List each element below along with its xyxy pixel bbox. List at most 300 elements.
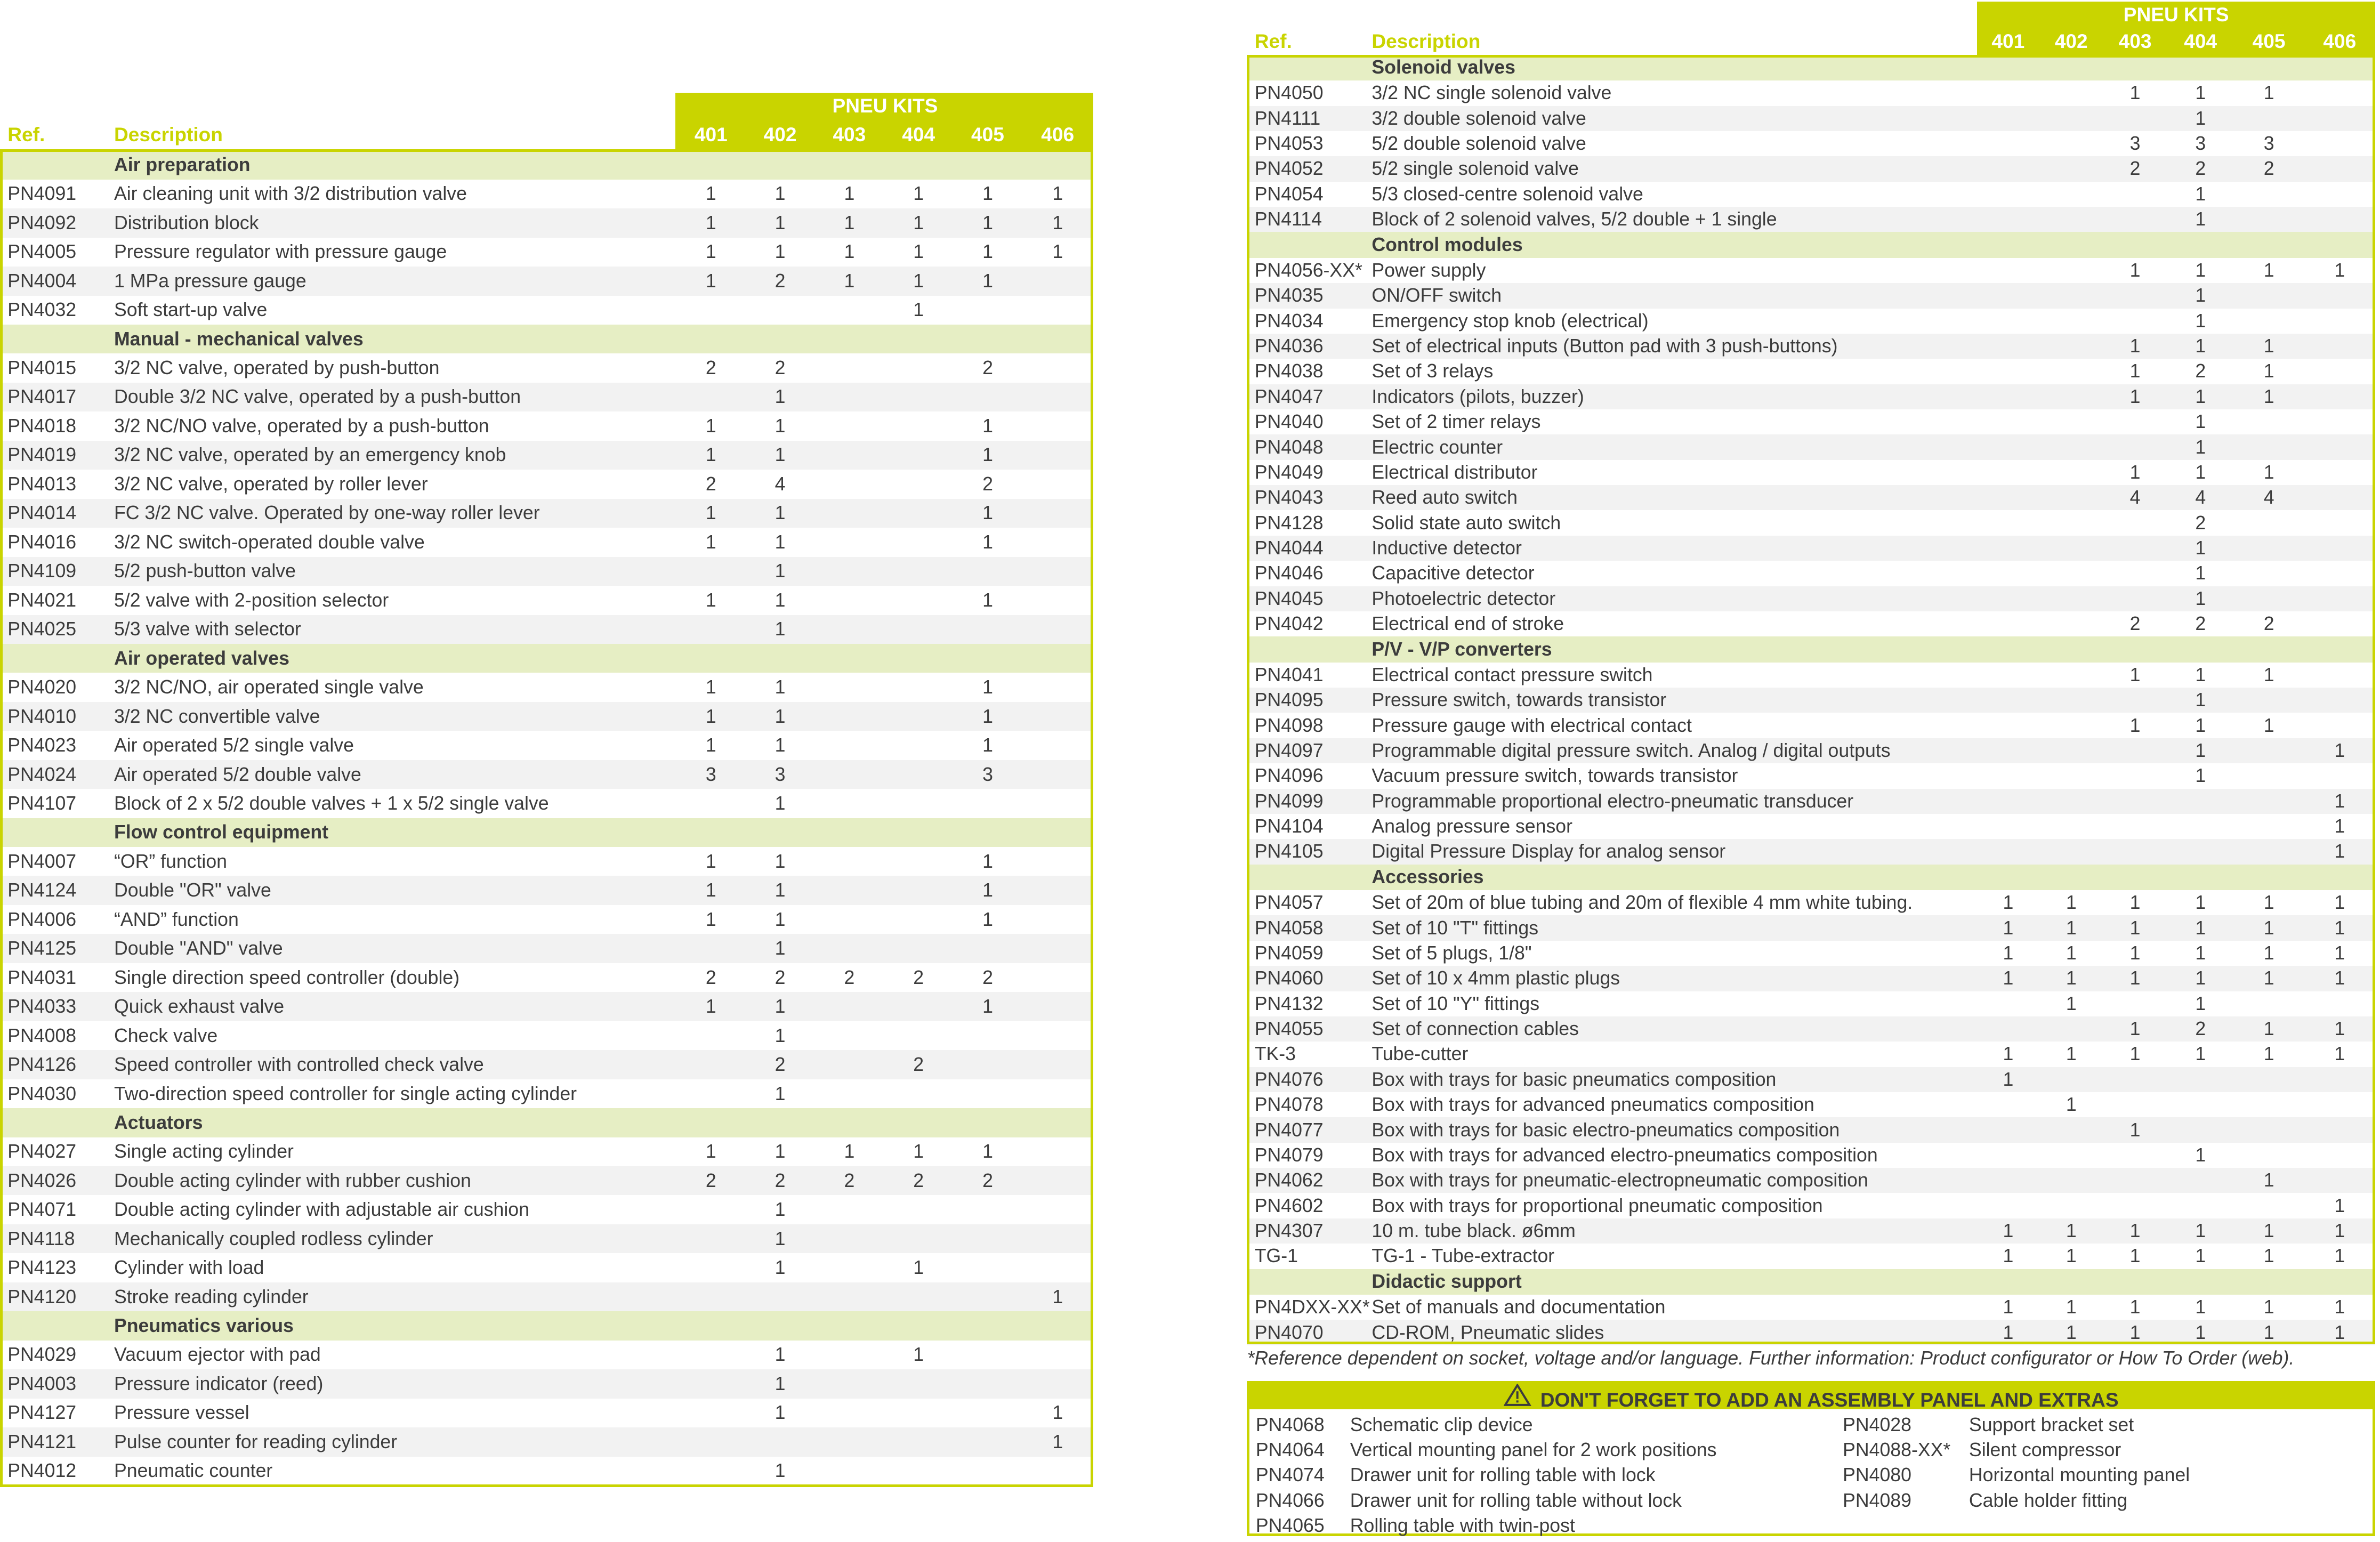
qty-cell: 1 <box>982 1141 993 1162</box>
qty-cell: 1 <box>2195 310 2206 332</box>
qty-cell <box>677 1457 745 1486</box>
qty-cell <box>677 383 745 411</box>
description-cell: CD-ROM, Pneumatic slides <box>1371 1320 1976 1345</box>
qty-cell <box>2103 106 2167 131</box>
ref-cell: PN4114 <box>1247 207 1371 232</box>
ref-cell: PN4019 <box>0 441 114 470</box>
description-cell: Box with trays for advanced electro-pneumatics composition <box>1371 1144 1878 1166</box>
ref-cell: PN4045 <box>1247 586 1371 611</box>
table-row <box>1247 182 2375 207</box>
qty-cell <box>1977 434 2039 459</box>
qty-cell: 1 <box>2234 915 2304 940</box>
qty-cell <box>1022 296 1093 325</box>
qty-cell <box>1022 441 1093 470</box>
description-cell: Set of 3 relays <box>1371 360 1494 382</box>
qty-cell <box>1022 992 1093 1021</box>
description-cell: Electrical distributor <box>1371 461 1538 483</box>
description-cell: “OR” function <box>114 850 227 872</box>
table-row <box>1247 156 2375 181</box>
qty-cell <box>1977 586 2039 611</box>
qty-cell: 1 <box>705 531 716 553</box>
qty-cell: 1 <box>954 267 1022 295</box>
qty-cell: 1 <box>745 992 815 1021</box>
description-cell: 5/2 double solenoid valve <box>1371 133 1586 155</box>
qty-cell <box>2039 207 2103 232</box>
kit-column-header: 402 <box>745 119 815 151</box>
qty-cell: 1 <box>2195 892 2206 914</box>
qty-cell: 2 <box>2129 613 2141 635</box>
description-cell: Air operated 5/2 double valve <box>114 760 677 789</box>
qty-cell: 1 <box>2195 82 2206 104</box>
table-row <box>1247 131 2375 156</box>
extras-description: Drawer unit for rolling table without lock <box>1350 1489 1682 1511</box>
description-cell: Box with trays for advanced pneumatics composition <box>1371 1094 1814 1116</box>
kit-column-header: 405 <box>2234 27 2304 54</box>
qty-cell: 1 <box>2167 688 2234 713</box>
qty-cell: 1 <box>774 1460 786 1482</box>
ref-cell: PN4043 <box>1247 485 1371 510</box>
qty-cell <box>677 1253 745 1282</box>
qty-cell <box>2039 561 2103 586</box>
table-row <box>0 992 1093 1021</box>
qty-cell: 1 <box>2003 892 2014 914</box>
qty-cell <box>1022 963 1093 992</box>
section-title: Manual - mechanical valves <box>114 325 1093 353</box>
ref-cell: PN4105 <box>1247 839 1371 864</box>
qty-cell <box>2103 283 2167 308</box>
qty-cell <box>2234 283 2304 308</box>
ref-cell: PN4046 <box>1254 562 1324 584</box>
qty-cell: 3 <box>2263 133 2274 155</box>
qty-cell <box>1022 789 1093 818</box>
qty-cell: 1 <box>774 1402 786 1424</box>
description-cell: Pressure regulator with pressure gauge <box>114 241 447 263</box>
qty-cell: 1 <box>2304 738 2375 763</box>
qty-cell: 1 <box>2195 1245 2206 1267</box>
qty-cell: 1 <box>2129 892 2141 914</box>
table-row <box>0 180 1093 208</box>
description-cell: Single acting cylinder <box>114 1141 294 1162</box>
kit-column-header: 401 <box>677 119 745 151</box>
qty-cell: 1 <box>2167 106 2234 131</box>
description-cell: Electric counter <box>1371 434 1976 459</box>
qty-cell: 1 <box>982 531 993 553</box>
qty-cell <box>1977 460 2039 485</box>
qty-cell: 2 <box>745 267 815 295</box>
qty-cell <box>884 1021 954 1050</box>
description-cell: 5/3 closed-centre solenoid valve <box>1371 183 1643 205</box>
qty-cell: 1 <box>982 589 993 611</box>
description-cell: Set of 20m of blue tubing and 20m of flexible 4 mm white tubing. <box>1371 892 1913 914</box>
table-row <box>0 1253 1093 1282</box>
qty-cell: 1 <box>913 1141 924 1162</box>
description-cell: Set of electrical inputs (Button pad with 3 push-buttons) <box>1371 334 1976 359</box>
qty-cell <box>2234 789 2304 814</box>
qty-cell: 1 <box>2263 82 2274 104</box>
qty-cell <box>1977 1016 2039 1042</box>
qty-cell <box>745 1427 815 1456</box>
qty-cell <box>1022 267 1093 295</box>
description-cell: Box with trays for pneumatic-electropneumatic composition <box>1371 1168 1976 1193</box>
qty-cell <box>954 1282 1022 1311</box>
qty-cell <box>884 673 954 701</box>
table-row <box>0 934 1093 963</box>
qty-cell <box>884 1079 954 1108</box>
qty-cell <box>2234 586 2304 611</box>
qty-cell: 1 <box>2129 942 2141 964</box>
description-cell: Two-direction speed controller for single acting cylinder <box>114 1083 577 1104</box>
qty-cell <box>884 1399 954 1427</box>
qty-cell <box>815 847 883 876</box>
qty-cell <box>1977 156 2039 181</box>
qty-cell <box>2304 1168 2375 1193</box>
qty-cell: 1 <box>1977 1218 2039 1244</box>
description-cell: Block of 2 x 5/2 double valves + 1 x 5/2 single valve <box>114 792 549 814</box>
qty-cell <box>884 586 954 615</box>
qty-cell <box>1977 80 2039 106</box>
qty-cell: 1 <box>2103 384 2167 409</box>
qty-cell: 1 <box>2167 1320 2234 1345</box>
extras-item <box>1843 1412 2190 1438</box>
qty-cell <box>815 1253 883 1282</box>
description-cell: Solid state auto switch <box>1371 512 1561 534</box>
ref-cell: PN4021 <box>7 589 77 611</box>
qty-cell <box>954 934 1022 963</box>
kits-label: PNEU KITS <box>677 93 1094 119</box>
qty-cell <box>815 876 883 905</box>
qty-cell <box>2304 80 2375 106</box>
extras-ref: PN4089 <box>1843 1489 1911 1511</box>
qty-cell: 1 <box>774 734 786 756</box>
qty-cell <box>2039 663 2103 688</box>
qty-cell <box>884 760 954 789</box>
description-cell: Programmable digital pressure switch. Analog / digital outputs <box>1371 738 1976 763</box>
qty-cell: 1 <box>2195 942 2206 964</box>
qty-cell: 1 <box>2129 82 2141 104</box>
qty-cell <box>2234 1193 2304 1218</box>
qty-cell: 1 <box>2039 1320 2103 1345</box>
extras-ref: PN4064 <box>1255 1439 1325 1461</box>
qty-cell: 1 <box>774 908 786 930</box>
qty-cell: 2 <box>705 357 716 378</box>
left-kit-table <box>0 93 1093 1486</box>
qty-cell: 1 <box>2304 1320 2375 1345</box>
section-spacer <box>1247 55 1371 81</box>
table-row <box>0 963 1093 992</box>
section-title: P/V - V/P converters <box>1371 636 2375 663</box>
qty-cell <box>954 1253 1022 1282</box>
table-row <box>0 499 1093 528</box>
qty-cell: 2 <box>982 966 993 988</box>
qty-cell <box>884 847 954 876</box>
qty-cell: 1 <box>745 1224 815 1253</box>
qty-cell <box>815 934 883 963</box>
extras-description: Support bracket set <box>1968 1414 2134 1435</box>
qty-cell <box>2039 510 2103 535</box>
qty-cell <box>2039 763 2103 788</box>
ref-cell: PN4034 <box>1254 310 1324 332</box>
description-header: Description <box>1371 29 1481 52</box>
qty-cell: 2 <box>884 1166 954 1195</box>
qty-cell: 1 <box>2234 966 2304 991</box>
qty-cell: 1 <box>815 208 883 237</box>
qty-cell: 1 <box>1977 915 2039 940</box>
description-cell: Cylinder with load <box>114 1257 264 1279</box>
section-title: Actuators <box>114 1108 1093 1137</box>
table-row <box>1247 384 2375 409</box>
extras-item <box>1843 1463 2190 1488</box>
qty-cell: 1 <box>2263 892 2274 914</box>
qty-cell: 4 <box>2103 485 2167 510</box>
qty-cell <box>1022 731 1093 760</box>
qty-cell: 1 <box>774 676 786 698</box>
description-cell: 3/2 NC valve, operated by push-button <box>114 357 440 378</box>
qty-cell: 1 <box>2263 664 2274 685</box>
qty-cell <box>677 1427 745 1456</box>
qty-cell <box>2039 789 2103 814</box>
qty-cell <box>2167 789 2234 814</box>
extras-description: Horizontal mounting panel <box>1968 1464 2190 1486</box>
table-row <box>1247 991 2375 1016</box>
qty-cell: 1 <box>2103 915 2167 940</box>
table-row <box>1247 941 2375 966</box>
qty-cell <box>815 905 883 934</box>
qty-cell: 1 <box>2234 1016 2304 1042</box>
table-row <box>1247 839 2375 864</box>
qty-cell <box>1977 763 2039 788</box>
table-row <box>1247 434 2375 459</box>
qty-cell <box>2103 688 2167 713</box>
qty-cell <box>2039 131 2103 156</box>
ref-cell: PN4057 <box>1254 892 1324 914</box>
qty-cell <box>2304 283 2375 308</box>
kit-column-header: 406 <box>2304 27 2375 54</box>
ref-cell: PN4030 <box>7 1083 77 1104</box>
extras-left-column <box>1256 1412 1717 1539</box>
table-row <box>0 847 1093 876</box>
qty-cell: 1 <box>844 241 855 263</box>
table-row <box>1247 1016 2375 1042</box>
ref-cell: PN4098 <box>1254 714 1324 736</box>
qty-cell <box>2304 1117 2375 1142</box>
qty-cell: 1 <box>844 183 855 205</box>
qty-cell <box>2103 839 2167 864</box>
ref-cell: PN4099 <box>1247 789 1371 814</box>
extras-ref: PN4068 <box>1255 1414 1325 1435</box>
table-row <box>0 208 1093 237</box>
qty-cell <box>2167 1117 2234 1142</box>
ref-cell: PN4070 <box>1247 1320 1371 1345</box>
ref-cell: PN4012 <box>7 1460 77 1482</box>
qty-cell <box>2103 1067 2167 1092</box>
qty-cell: 2 <box>954 1166 1022 1195</box>
qty-cell <box>1022 1457 1093 1486</box>
qty-cell <box>677 1224 745 1253</box>
description-cell: Double acting cylinder with adjustable air cushion <box>114 1199 529 1221</box>
qty-cell: 1 <box>2167 915 2234 940</box>
ref-cell: PN4025 <box>0 615 114 644</box>
blank <box>0 93 677 119</box>
qty-cell <box>2304 156 2375 181</box>
table-row <box>1247 359 2375 384</box>
qty-cell <box>2304 384 2375 409</box>
kit-column-header: 406 <box>1022 119 1093 151</box>
qty-cell: 2 <box>844 966 855 988</box>
ref-cell: PN4128 <box>1254 512 1324 534</box>
qty-cell <box>745 296 815 325</box>
table-row <box>1247 611 2375 636</box>
qty-cell <box>2039 1168 2103 1193</box>
qty-cell <box>954 1399 1022 1427</box>
qty-cell <box>677 1021 745 1050</box>
qty-cell <box>1977 1193 2039 1218</box>
qty-cell <box>884 876 954 905</box>
qty-cell: 1 <box>677 702 745 731</box>
qty-cell: 1 <box>844 1141 855 1162</box>
qty-cell <box>954 789 1022 818</box>
qty-cell <box>954 296 1022 325</box>
qty-cell <box>2304 510 2375 535</box>
extras-ref: PN4088-XX* <box>1843 1439 1951 1461</box>
table-row <box>0 760 1093 789</box>
ref-cell: PN4016 <box>7 531 77 553</box>
table-row <box>0 1341 1093 1369</box>
qty-cell <box>2234 106 2304 131</box>
qty-cell: 1 <box>2167 536 2234 561</box>
table-row <box>1247 1143 2375 1168</box>
kit-column-header: 401 <box>1977 27 2039 54</box>
qty-cell <box>1022 1166 1093 1195</box>
qty-cell <box>2167 839 2234 864</box>
qty-cell <box>1977 409 2039 434</box>
description-cell: 3/2 NC switch-operated double valve <box>114 531 425 553</box>
table-row <box>0 1021 1093 1050</box>
qty-cell: 1 <box>2334 1296 2345 1318</box>
description-cell: “AND” function <box>114 908 239 930</box>
extras-description: Rolling table with twin-post <box>1350 1515 1575 1537</box>
table-row <box>1247 966 2375 991</box>
ref-cell: PN4307 <box>1247 1218 1371 1244</box>
section-spacer <box>0 644 114 673</box>
qty-cell <box>884 470 954 498</box>
qty-cell: 1 <box>705 908 716 930</box>
warning-icon <box>1504 1384 1531 1414</box>
ref-cell: PN4077 <box>1247 1117 1371 1142</box>
extras-item <box>1256 1412 1717 1438</box>
qty-cell <box>1977 688 2039 713</box>
qty-cell <box>815 441 883 470</box>
ref-cell: PN4044 <box>1247 536 1371 561</box>
qty-cell <box>815 992 883 1021</box>
qty-cell <box>815 1427 883 1456</box>
qty-cell: 1 <box>2304 966 2375 991</box>
qty-cell: 1 <box>2304 789 2375 814</box>
table-row <box>0 1079 1093 1108</box>
ref-cell: PN4059 <box>1254 942 1324 964</box>
table-row <box>1247 207 2375 232</box>
qty-cell <box>2304 309 2375 334</box>
qty-cell: 1 <box>2334 1245 2345 1267</box>
description-cell: Programmable proportional electro-pneumatic transducer <box>1371 789 1976 814</box>
qty-cell <box>2039 334 2103 359</box>
qty-cell: 1 <box>2103 966 2167 991</box>
qty-cell: 1 <box>2263 1245 2274 1267</box>
qty-cell <box>1977 334 2039 359</box>
qty-cell: 2 <box>774 966 786 988</box>
qty-cell <box>2039 1117 2103 1142</box>
qty-cell <box>1022 673 1093 701</box>
qty-cell <box>2103 738 2167 763</box>
qty-cell <box>815 470 883 498</box>
description-cell: 5/2 push-button valve <box>114 557 677 586</box>
ref-cell: PN4029 <box>7 1344 77 1366</box>
qty-cell <box>2103 1143 2167 1168</box>
description-cell: TG-1 - Tube-extractor <box>1371 1245 1555 1267</box>
section-spacer <box>0 1108 114 1137</box>
qty-cell: 1 <box>774 415 786 437</box>
qty-cell <box>815 760 883 789</box>
ref-header: Ref. <box>7 123 45 146</box>
qty-cell: 1 <box>745 208 815 237</box>
qty-cell: 1 <box>677 876 745 905</box>
qty-cell: 1 <box>2167 334 2234 359</box>
qty-cell: 1 <box>745 557 815 586</box>
qty-cell <box>815 383 883 411</box>
qty-cell <box>1977 309 2039 334</box>
qty-cell <box>884 1224 954 1253</box>
qty-cell <box>954 615 1022 644</box>
table-row <box>0 1166 1093 1195</box>
qty-cell <box>2304 536 2375 561</box>
qty-cell <box>2234 1092 2304 1117</box>
table-row <box>0 238 1093 267</box>
qty-cell <box>1977 789 2039 814</box>
qty-cell <box>2304 991 2375 1016</box>
qty-cell <box>677 1079 745 1108</box>
table-row <box>0 673 1093 701</box>
qty-cell: 1 <box>2234 1218 2304 1244</box>
section-title: Didactic support <box>1371 1269 2375 1295</box>
extras-item <box>1843 1438 2190 1463</box>
kits-header-row <box>1247 2 2375 28</box>
qty-cell <box>1022 1195 1093 1224</box>
qty-cell <box>2039 536 2103 561</box>
ref-cell: PN4127 <box>7 1402 77 1424</box>
qty-cell: 1 <box>2129 1245 2141 1267</box>
qty-cell: 1 <box>2195 714 2206 736</box>
qty-cell: 1 <box>2039 966 2103 991</box>
qty-cell: 1 <box>2066 942 2077 964</box>
qty-cell <box>2167 814 2234 839</box>
qty-cell <box>2234 763 2304 788</box>
qty-cell: 1 <box>2066 892 2077 914</box>
section-spacer <box>1247 865 1371 891</box>
ref-cell: PN4056-XX* <box>1254 260 1362 281</box>
column-header-row <box>1247 27 2375 54</box>
qty-cell <box>954 557 1022 586</box>
qty-cell <box>2039 485 2103 510</box>
qty-cell <box>1977 283 2039 308</box>
ref-cell: PN4032 <box>7 299 77 321</box>
qty-cell: 2 <box>884 1050 954 1079</box>
section-title: Air operated valves <box>114 644 1093 673</box>
ref-cell: PN4118 <box>0 1224 114 1253</box>
qty-cell <box>954 383 1022 411</box>
description-cell: Pressure vessel <box>114 1402 249 1424</box>
qty-cell: 1 <box>774 792 786 814</box>
qty-cell: 1 <box>2304 839 2375 864</box>
qty-cell <box>2234 510 2304 535</box>
